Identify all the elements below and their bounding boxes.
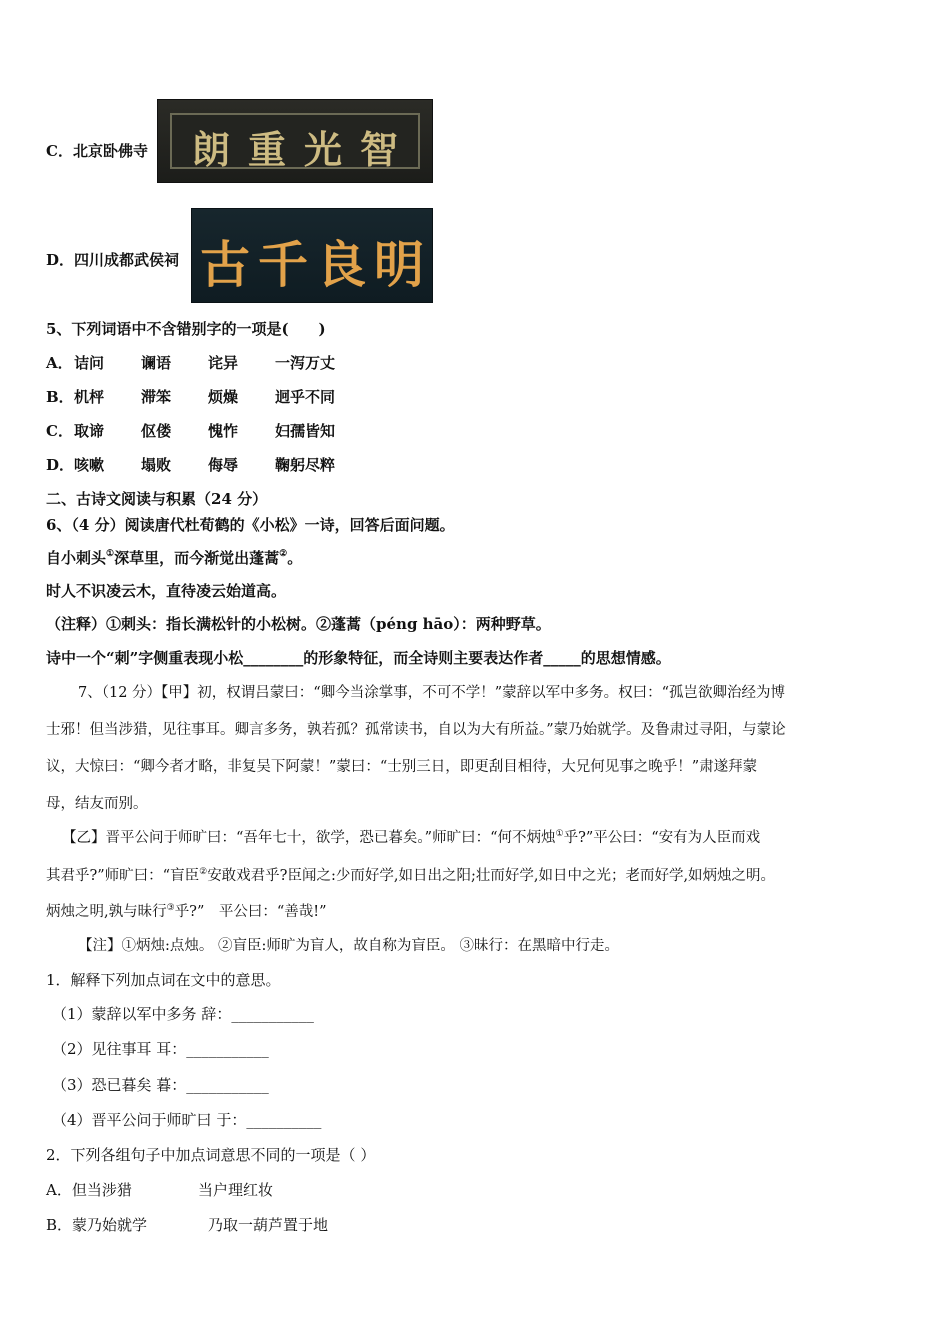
option-word: 机枰 xyxy=(74,388,105,406)
passage-text: 其君乎?”师旷曰：“盲臣 xyxy=(46,868,200,884)
plaque-image-d xyxy=(191,208,433,303)
poem-line-1 xyxy=(46,548,302,568)
option-word: 伛偻 xyxy=(141,422,172,440)
option-letter: A． xyxy=(46,354,73,372)
passage-b-line-2 xyxy=(46,866,775,886)
option-word: 诧异 xyxy=(208,354,239,372)
passage-text: 【乙】晋平公问于师旷曰：“吾年七十，欲学，恐已暮矣。”师旷曰：“何不炳烛 xyxy=(62,830,556,846)
section-heading: 二、古诗文阅读与积累（24 分） xyxy=(46,490,268,508)
passage-text: 乎?”平公曰：“安有为人臣而戏 xyxy=(563,830,761,846)
fill-blank-item: （4）晋平公问于师旷曰 于：__________ xyxy=(52,1111,322,1129)
option-word: 谰语 xyxy=(141,354,172,372)
choice-sentence: A．但当涉猎 xyxy=(46,1181,132,1199)
poem-text: 深草里，而今渐觉出蓬蒿 xyxy=(114,549,280,567)
option-word: 侮辱 xyxy=(208,456,239,474)
option-word: 诘问 xyxy=(74,354,105,372)
poem-text: 。 xyxy=(287,549,303,567)
question-5-stem: 5、下列词语中不含错别字的一项是( ) xyxy=(46,320,326,338)
option-word: 咳嗽 xyxy=(74,456,105,474)
fill-blank-item: （2）见往事耳 耳：___________ xyxy=(52,1040,269,1058)
footnote-mark: ① xyxy=(106,549,115,559)
choice-sentence: 乃取一葫芦置于地 xyxy=(208,1216,329,1234)
footnote-mark: ③ xyxy=(166,903,175,913)
choice-sentence: 当户理红妆 xyxy=(198,1181,274,1199)
footnote-mark: ② xyxy=(199,867,208,877)
passage-a-line-3: 议，大惊曰：“卿今者才略，非复吴下阿蒙！”蒙曰：“士别三日，即更刮目相待，大兄何见事之晚乎！”肃遂拜蒙 xyxy=(46,759,758,775)
passage-a-line-4: 母，结友而别。 xyxy=(46,796,148,812)
poem-annotation: （注释）①刺头：指长满松针的小松树。②蓬蒿（péng hāo）：两种野草。 xyxy=(46,615,551,633)
passage-b-line-3 xyxy=(46,902,327,922)
poem-text: 自小刺头 xyxy=(46,549,107,567)
poem-line-2: 时人不识凌云木，直待凌云始道高。 xyxy=(46,582,287,600)
question-6-prompt: 诗中一个“刺”字侧重表现小松________的形象特征，而全诗则主要表达作者_____的思想情感。 xyxy=(46,649,671,667)
option-word: 鞠躬尽粹 xyxy=(275,456,336,474)
option-d-label: D．四川成都武侯祠 xyxy=(46,251,180,269)
option-word: 迥乎不同 xyxy=(275,388,336,406)
fill-blank-item: （1）蒙辞以军中多务 辞：___________ xyxy=(52,1005,314,1023)
option-word: 取谛 xyxy=(74,422,105,440)
option-word: 愧怍 xyxy=(208,422,239,440)
plaque-text-d: 古千良明 xyxy=(200,235,432,294)
fill-blank-item: （3）恐已暮矣 暮：___________ xyxy=(52,1076,269,1094)
plaque-text-c: 朗重光智 xyxy=(191,127,416,172)
option-word: 妇孺皆知 xyxy=(275,422,336,440)
footnote-mark: ① xyxy=(555,829,564,839)
question-6-stem: 6、（4 分）阅读唐代杜荀鹤的《小松》一诗，回答后面问题。 xyxy=(46,516,455,534)
option-word: 烦燥 xyxy=(208,388,239,406)
passage-text: 乎?” 平公曰：“善哉!” xyxy=(174,904,327,920)
sub-question-2: 2．下列各组句子中加点词意思不同的一项是（ ） xyxy=(46,1146,376,1164)
footnote-mark: ② xyxy=(279,549,288,559)
option-letter: C． xyxy=(46,422,73,440)
option-letter: D． xyxy=(46,456,75,474)
option-word: 一泻万丈 xyxy=(275,354,336,372)
option-word: 滞笨 xyxy=(141,388,172,406)
option-c-label: C．北京卧佛寺 xyxy=(46,142,148,160)
passage-a-line-2: 士邪！但当涉猎，见往事耳。卿言多务，孰若孤？孤常读书，自以为大有所益。”蒙乃始就学。及鲁肃过寻阳，与蒙论 xyxy=(46,722,786,738)
option-letter: B． xyxy=(46,388,74,406)
passage-a-line-1: 7、（12 分）【甲】初，权谓吕蒙曰：“卿今当涂掌事，不可不学！”蒙辞以军中多务。权曰：“孤岂欲卿治经为博 xyxy=(78,685,786,701)
passage-notes: 【注】①炳烛:点烛。 ②盲臣:师旷为盲人，故自称为盲臣。 ③昧行：在黑暗中行走。 xyxy=(78,938,619,954)
passage-b-line-1 xyxy=(62,828,760,848)
plaque-image-c xyxy=(157,99,433,183)
passage-text: 安敢戏君乎?臣闻之:少而好学,如日出之阳;壮而好学,如日中之光；老而好学,如炳烛之明。 xyxy=(207,868,776,884)
choice-sentence: B．蒙乃始就学 xyxy=(46,1216,148,1234)
option-word: 塌败 xyxy=(141,456,172,474)
passage-text: 炳烛之明,孰与昧行 xyxy=(46,904,167,920)
sub-question-1: 1．解释下列加点词在文中的意思。 xyxy=(46,971,281,989)
